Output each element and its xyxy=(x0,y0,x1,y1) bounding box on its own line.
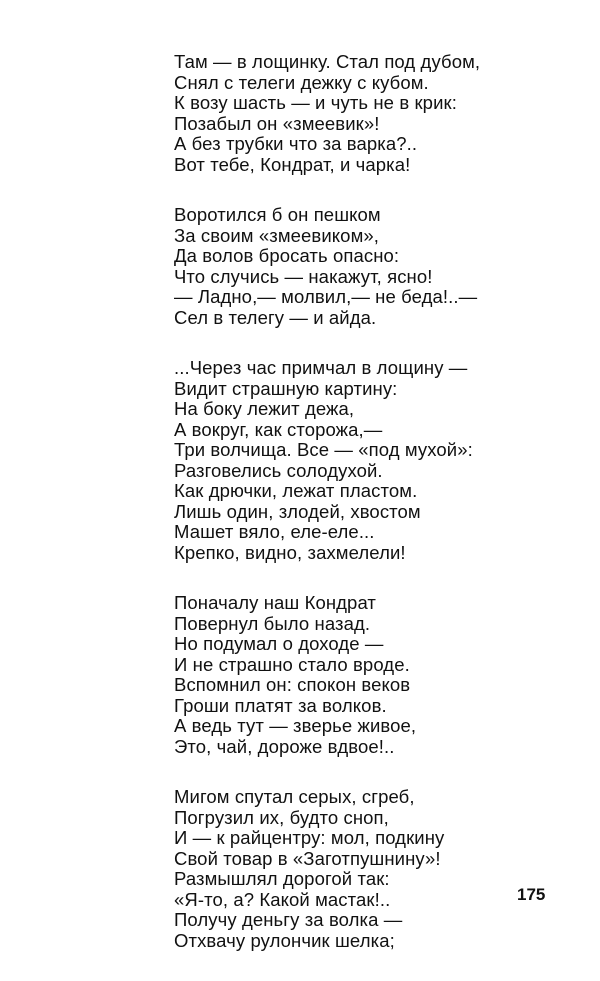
poem-line: И — к райцентру: мол, подкину xyxy=(174,827,445,848)
poem-line: А ведь тут — зверье живое, xyxy=(174,715,417,736)
poem-line: К возу шасть — и чуть не в крик: xyxy=(174,92,457,113)
stanza-3 xyxy=(174,358,574,563)
poem-line: Разговелись солодухой. xyxy=(174,459,383,481)
poem-line: Сел в телегу — и айда. xyxy=(174,306,377,328)
stanza-5 xyxy=(174,787,574,951)
poem-line: Но подумал о доходе — xyxy=(174,633,384,654)
poem-line: За своим «змеевиком», xyxy=(174,224,380,246)
poem-line: — Ладно,— молвил,— не беда!..— xyxy=(174,286,478,307)
poem-line: Снял с телеги дежку с кубом. xyxy=(174,71,429,93)
poem-line: Вспомнил он: спокон веков xyxy=(174,674,411,695)
poem-line: Машет вяло, еле-еле... xyxy=(174,521,375,542)
poem-line: Мигом спутал серых, сгреб, xyxy=(174,786,415,807)
poem-line: А вокруг, как сторожа,— xyxy=(174,418,383,440)
poem-line: Лишь один, злодей, хвостом xyxy=(174,500,421,522)
poem-line: Там — в лощинку. Стал под дубом, xyxy=(174,51,481,72)
poem-line: Размышлял дорогой так: xyxy=(174,868,390,889)
poem-text xyxy=(174,52,574,981)
stanza-2 xyxy=(174,205,574,328)
poem-line: Гроши платят за волков. xyxy=(174,694,387,716)
poem-line: Как дрючки, лежат пластом. xyxy=(174,480,418,501)
poem-line: Это, чай, дороже вдвое!.. xyxy=(174,735,395,757)
poem-line: И не страшно стало вроде. xyxy=(174,653,410,675)
poem-line: На боку лежит дежа, xyxy=(174,398,355,419)
poem-line: А без трубки что за варка?.. xyxy=(174,133,418,154)
poem-line: Повернул было назад. xyxy=(174,612,371,634)
stanza-4 xyxy=(174,593,574,757)
poem-line: «Я-то, а? Какой мастак!.. xyxy=(174,888,391,910)
poem-line: Погрузил их, будто сноп, xyxy=(174,806,389,828)
poem-line: Три волчища. Все — «под мухой»: xyxy=(174,439,473,460)
poem-line: Видит страшную картину: xyxy=(174,377,398,399)
poem-line: Поначалу наш Кондрат xyxy=(174,592,377,613)
poem-line: Крепко, видно, захмелели! xyxy=(174,541,406,563)
poem-line: Что случись — накажут, ясно! xyxy=(174,265,433,287)
stanza-1 xyxy=(174,52,574,175)
page-number: 175 xyxy=(517,885,546,904)
poem-line: Получу деньгу за волка — xyxy=(174,909,403,930)
poem-line: Вот тебе, Кондрат, и чарка! xyxy=(174,153,411,175)
poem-line: Отхвачу рулончик шелка; xyxy=(174,929,395,951)
poem-line: ...Через час примчал в лощину — xyxy=(174,357,468,378)
poem-line: Воротился б он пешком xyxy=(174,204,381,225)
poem-line: Позабыл он «змеевик»! xyxy=(174,112,380,134)
poem-line: Свой товар в «Заготпушнину»! xyxy=(174,847,441,869)
poem-line: Да волов бросать опасно: xyxy=(174,245,400,266)
